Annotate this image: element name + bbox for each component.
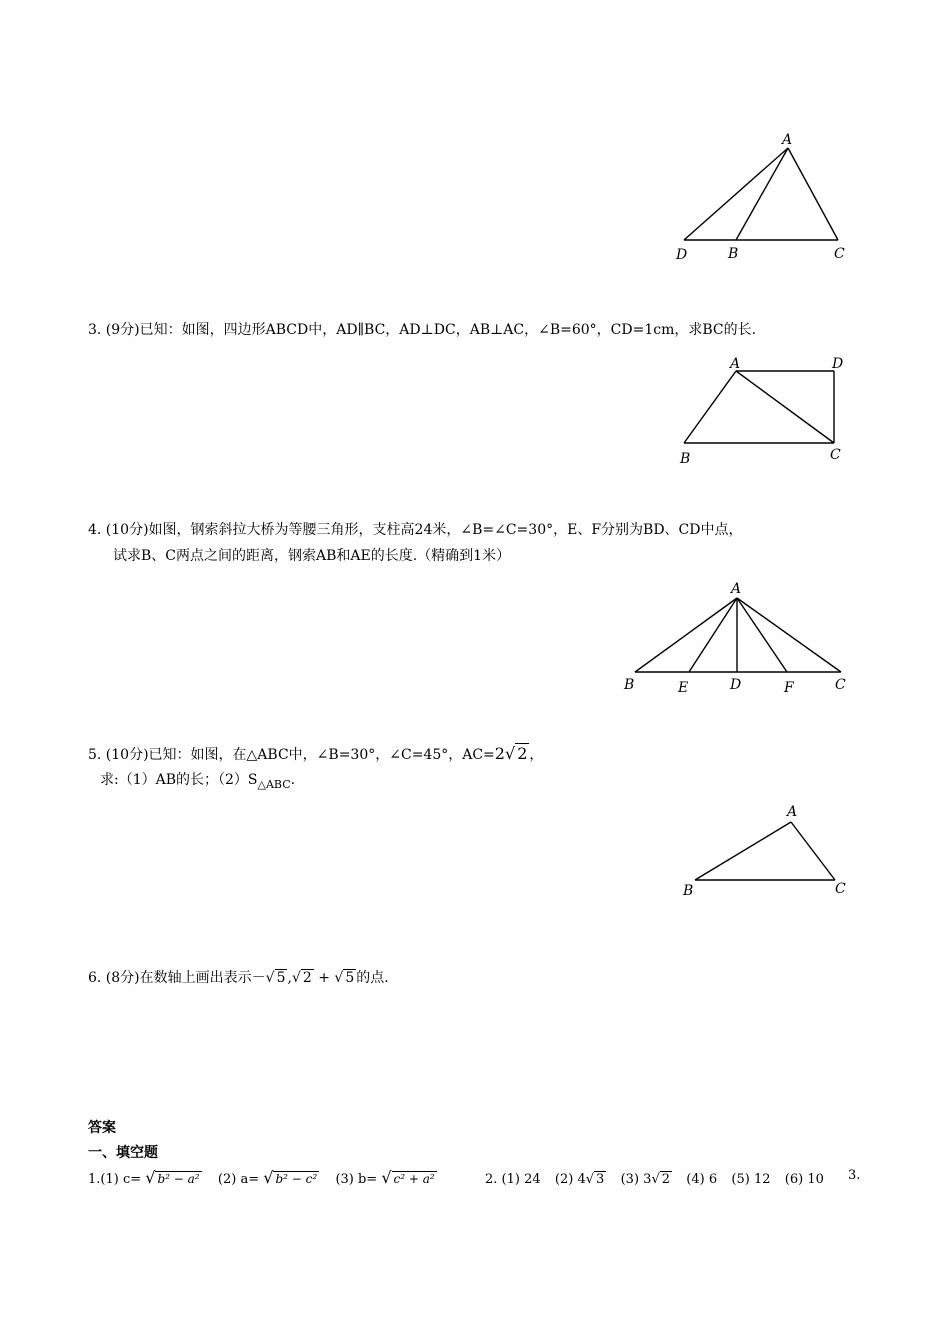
answer-2-3-label: (3) 3	[620, 1172, 652, 1187]
figure-triangle-abc	[675, 800, 855, 900]
answers-section-1: 一、填空题	[88, 1145, 158, 1161]
plus-sign: +	[318, 970, 330, 986]
segment-ab	[684, 371, 736, 443]
question-6	[88, 965, 389, 991]
label-a: A	[730, 356, 741, 372]
label-d: D	[832, 356, 844, 372]
segment-ac	[791, 822, 835, 880]
segment-ac	[736, 371, 834, 443]
label-d: D	[730, 677, 742, 693]
answer-2-4: (4) 6	[686, 1172, 718, 1187]
answer-2-2-sqrt: √ 3	[585, 1172, 605, 1187]
segment-ab	[736, 148, 788, 240]
question-5-prefix: 5. (10分)已知：如图，在△ABC中，∠B=30°，∠C=45°，AC=	[88, 747, 495, 763]
question-5-coef: 2	[494, 744, 505, 763]
question-5-line-1	[88, 741, 543, 768]
question-5-sqrt: √ 2	[504, 744, 528, 763]
answer-2-2-label: (2) 4	[554, 1172, 586, 1187]
segment-ab	[695, 822, 791, 880]
segment-af	[737, 598, 787, 672]
sqrt-2: √ 2	[291, 970, 312, 986]
question-4-line-2: 试求B、C两点之间的距离，钢索AB和AE的长度.（精确到1米）	[113, 548, 511, 564]
label-b: B	[624, 677, 635, 693]
answer-1-2-sqrt: √ b² − c²	[263, 1168, 318, 1187]
label-a: A	[787, 804, 798, 820]
segment-ab	[635, 598, 737, 672]
label-c: C	[830, 447, 841, 463]
label-b: B	[728, 246, 739, 262]
answer-1-1-label: 1.(1) c=	[88, 1172, 142, 1187]
answer-2-6: (6) 10	[784, 1172, 824, 1187]
label-f: F	[784, 680, 794, 696]
answers-heading: 答案	[88, 1120, 116, 1136]
answers-line	[88, 1168, 824, 1187]
sqrt-5-b: √ 5	[334, 970, 355, 986]
question-5-end: .	[290, 772, 296, 788]
figure-quadrilateral-abcd	[670, 350, 860, 470]
question-6-suffix: 的点.	[356, 970, 389, 986]
label-c: C	[835, 881, 846, 897]
figure-triangle-adbc	[660, 125, 860, 270]
segment-ad	[684, 148, 788, 240]
label-c: C	[834, 246, 845, 262]
label-b: B	[680, 451, 691, 467]
answer-1-1-sqrt: √ b² − a²	[145, 1168, 200, 1187]
label-d: D	[676, 247, 688, 263]
figure-cable-bridge	[615, 575, 855, 700]
label-a: A	[782, 132, 793, 148]
answer-2-3-sqrt: √ 2	[651, 1172, 671, 1187]
label-c: C	[835, 677, 846, 693]
label-e: E	[678, 680, 689, 696]
question-6-prefix: 6. (8分)在数轴上画出表示－	[88, 970, 266, 986]
question-5-suffix: ，	[529, 747, 544, 763]
label-b: B	[683, 883, 694, 899]
answer-2-5: (5) 12	[731, 1172, 771, 1187]
question-6-sep: ,	[287, 970, 292, 986]
answer-1-3-label: (3) b=	[335, 1172, 378, 1187]
question-4-line-1: 4. (10分)如图，钢索斜拉大桥为等腰三角形，支柱高24米，∠B=∠C=30°，E、F分别为BD、CD中点，	[88, 522, 743, 538]
answer-2-1: 2. (1) 24	[485, 1172, 541, 1187]
answer-1-3-sqrt: √ c² + a²	[381, 1168, 435, 1187]
question-5-subscript: △ABC	[257, 777, 291, 791]
segment-ac	[788, 148, 838, 240]
question-5-line-2	[100, 767, 295, 798]
label-a: A	[731, 581, 742, 597]
segment-ac	[737, 598, 841, 672]
question-5-ask: 求:（1）AB的长；（2）S	[100, 772, 258, 788]
question-3: 3. (9分)已知：如图，四边形ABCD中，AD∥BC，AD⊥DC，AB⊥AC，∠B=60°，CD=1cm，求BC的长.	[88, 322, 757, 338]
answer-1-2-label: (2) a=	[217, 1172, 260, 1187]
answer-3-number: 3.	[848, 1168, 861, 1183]
sqrt-5-a: √ 5	[265, 970, 286, 986]
segment-ae	[689, 598, 737, 672]
